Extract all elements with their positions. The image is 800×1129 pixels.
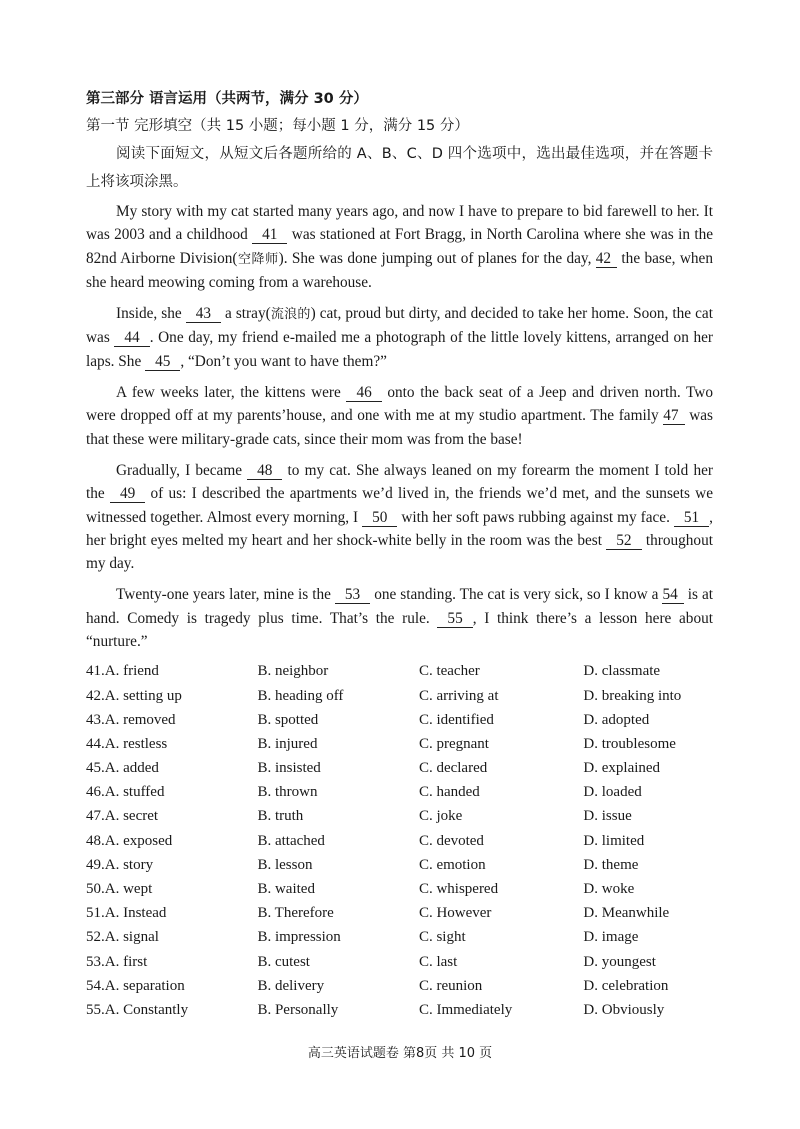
option-d: D. classmate (583, 663, 661, 680)
option-a: 49.A. story (86, 856, 154, 873)
question-row (86, 925, 713, 949)
option-a: 52.A. signal (86, 929, 159, 946)
passage-text: the base, when she heard meowing coming from a warehouse. (86, 249, 713, 291)
question-row (86, 684, 713, 708)
question-row (86, 877, 713, 901)
option-a: 44.A. restless (86, 735, 168, 752)
passage-text: Twenty-one years later, mine is the (116, 586, 335, 604)
option-d: D. explained (583, 760, 661, 777)
passage-text: was that these were military-grade cats, since their mom was from the base! (86, 407, 713, 448)
option-d: D. woke (583, 881, 635, 898)
option-b: B. heading off (257, 687, 344, 704)
option-d: D. loaded (583, 784, 642, 801)
passage-paragraph (86, 459, 713, 575)
exam-page (86, 86, 713, 1022)
passage-text: A few weeks later, the kittens were (116, 384, 347, 402)
blank-52: 52 (606, 533, 641, 550)
option-a: 45.A. added (86, 760, 159, 777)
passage-text: . One day, my friend e-mailed me a photograph of the little lovely kittens, arranged on her laps. She (86, 329, 713, 370)
option-b: B. insisted (257, 760, 321, 777)
option-a: 47.A. secret (86, 808, 159, 825)
passage-paragraph (86, 583, 713, 653)
option-a: 55.A. Constantly (86, 1001, 189, 1018)
option-a: 54.A. separation (86, 977, 185, 994)
option-b: B. injured (257, 735, 318, 752)
page-footer: 高三英语试题卷 第8页 共 10 页 (307, 1046, 493, 1061)
option-d: D. celebration (583, 977, 669, 994)
question-row (86, 708, 713, 732)
option-b: B. Personally (257, 1001, 339, 1018)
option-d: D. Obviously (583, 1001, 665, 1018)
part-title: 第三部分 语言运用（共两节，满分 30 分） (86, 91, 368, 107)
option-b: B. attached (257, 832, 325, 849)
passage-text: My story with my cat started many years ago, and now I have to prepare to bid farewell to her. It was 2003 and a childhood (86, 203, 713, 244)
blank-51: 51 (674, 510, 709, 527)
blank-45: 45 (145, 354, 180, 371)
blank-42: 42 (596, 251, 617, 268)
question-row (86, 756, 713, 780)
question-row (86, 950, 713, 974)
option-d: D. image (583, 929, 639, 946)
option-a: 43.A. removed (86, 711, 176, 728)
passage-text: is at hand. Comedy is tragedy plus time. That’s the rule. (86, 586, 713, 627)
option-d: D. youngest (583, 953, 656, 970)
question-row (86, 804, 713, 828)
option-c: C. emotion (418, 856, 486, 873)
option-a: 51.A. Instead (86, 905, 167, 922)
option-c: C. declared (418, 760, 488, 777)
passage-text: ) cat, proud but dirty, and decided to take her home. Soon, the cat was (86, 305, 713, 347)
option-a: 53.A. first (86, 953, 148, 970)
option-d: D. breaking into (583, 687, 682, 704)
question-row (86, 829, 713, 853)
blank-46: 46 (346, 385, 381, 402)
option-c: C. sight (418, 929, 466, 946)
passage-text: onto the back seat of a Jeep and driven north. Two were dropped off at my parents’house, and one with me at my studio apartment. The family (86, 384, 714, 425)
option-c: C. whispered (418, 881, 499, 898)
option-c: C. last (418, 953, 458, 970)
blank-47: 47 (663, 408, 684, 425)
option-b: B. Therefore (257, 905, 334, 922)
question-row (86, 901, 713, 925)
blank-53: 53 (335, 587, 370, 604)
option-a: 41.A. friend (86, 663, 159, 680)
passage-text: , “Don’t you want to have them?” (180, 352, 387, 370)
question-row (86, 998, 713, 1022)
options-list (86, 659, 713, 1022)
cloze-passage (86, 200, 713, 653)
blank-54: 54 (662, 587, 683, 604)
option-d: D. limited (583, 832, 645, 849)
passage-text: throughout my day. (86, 531, 713, 573)
option-b: B. delivery (257, 977, 325, 994)
passage-text: Inside, she (116, 305, 186, 323)
option-d: D. issue (583, 808, 632, 825)
blank-50: 50 (362, 510, 397, 527)
instructions: 阅读下面短文，从短文后各题所给的 A、B、C、D 四个选项中，选出最佳选项，并在答题卡上将该项涂黑。 (86, 146, 713, 190)
option-b: B. thrown (257, 784, 318, 801)
blank-48: 48 (247, 463, 282, 480)
blank-43: 43 (186, 306, 221, 323)
option-c: C. teacher (418, 663, 480, 680)
passage-paragraph (86, 200, 713, 294)
option-c: C. handed (418, 784, 480, 801)
question-row (86, 732, 713, 756)
option-d: D. theme (583, 856, 639, 873)
option-d: D. Meanwhile (583, 905, 670, 922)
option-d: D. troublesome (583, 735, 676, 752)
chinese-gloss: 流浪的 (270, 307, 311, 323)
option-b: B. cutest (257, 953, 310, 970)
passage-text: with her soft paws rubbing against my face. (397, 508, 674, 526)
question-row (86, 974, 713, 998)
option-c: C. joke (418, 808, 463, 825)
option-c: C. arriving at (418, 687, 499, 704)
chinese-gloss: 空降师 (237, 251, 279, 267)
option-b: B. lesson (257, 856, 313, 873)
option-b: B. impression (257, 929, 341, 946)
option-c: C. However (418, 905, 492, 922)
passage-text: , I think there’s a lesson here about “nurture.” (86, 609, 713, 651)
option-c: C. reunion (418, 977, 483, 994)
option-b: B. spotted (257, 711, 319, 728)
blank-44: 44 (114, 330, 149, 347)
option-b: B. truth (257, 808, 304, 825)
blank-55: 55 (437, 611, 472, 628)
passage-text: one standing. The cat is very sick, so I know a (370, 586, 663, 604)
passage-text: Gradually, I became (116, 461, 248, 479)
option-a: 46.A. stuffed (86, 784, 165, 801)
question-row (86, 659, 713, 683)
passage-text: of us: I described the apartments we’d lived in, the friends we’d met, and the sunsets we witnessed together. Almost every morning, I (86, 485, 713, 526)
passage-paragraph (86, 381, 713, 451)
option-c: C. identified (418, 711, 494, 728)
option-c: C. Immediately (418, 1001, 513, 1018)
question-row (86, 780, 713, 804)
option-a: 42.A. setting up (86, 687, 182, 704)
passage-paragraph (86, 302, 713, 373)
passage-text: to my cat. She always leaned on my forearm the moment I told her the (86, 461, 713, 503)
question-row (86, 853, 713, 877)
option-c: C. pregnant (418, 735, 489, 752)
option-b: B. neighbor (257, 663, 329, 680)
option-d: D. adopted (583, 711, 650, 728)
option-a: 50.A. wept (86, 881, 153, 898)
passage-text: , her bright eyes melted my heart and her shock-white belly in the room was the best (86, 508, 713, 549)
blank-49: 49 (110, 486, 145, 503)
blank-41: 41 (252, 227, 287, 244)
option-c: C. devoted (418, 832, 484, 849)
passage-text: a stray( (220, 305, 271, 323)
option-b: B. waited (257, 881, 315, 898)
passage-text: ). She was done jumping out of planes for the day, (278, 249, 596, 267)
section-title: 第一节 完形填空（共 15 小题；每小题 1 分，满分 15 分） (86, 118, 469, 134)
option-a: 48.A. exposed (86, 832, 173, 849)
passage-text: was stationed at Fort Bragg, in North Carolina where she was in the 82nd Airborne Division( (86, 226, 714, 267)
